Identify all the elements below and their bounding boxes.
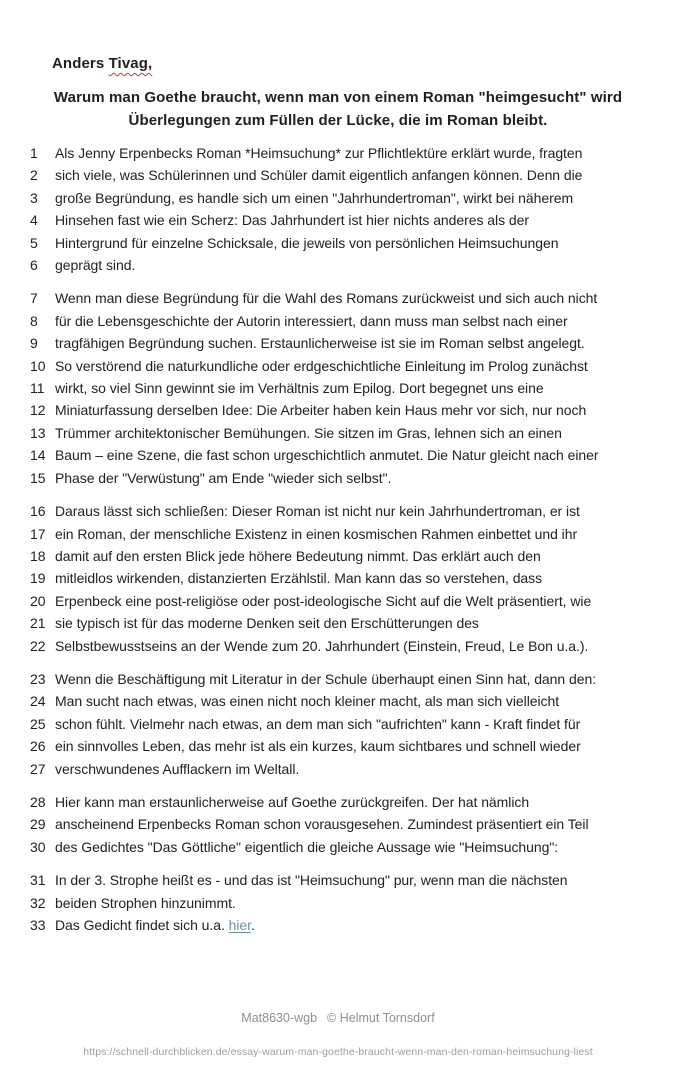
text-line xyxy=(0,287,676,309)
line-number: 8 xyxy=(30,312,38,329)
line-text: beiden Strophen hinzunimmt. xyxy=(55,894,236,911)
text-line xyxy=(0,209,676,231)
line-number: 10 xyxy=(30,357,46,374)
line-text: sie typisch ist für das moderne Denken seit den Erschütterungen des xyxy=(55,615,479,632)
line-number: 2 xyxy=(30,167,38,184)
document-id: Mat8630-wgb xyxy=(241,1011,318,1025)
text-line xyxy=(0,187,676,209)
source-url: https://schnell-durchblicken.de/essay-warum-man-goethe-braucht-wenn-man-den-roman-heimsuchung-liest xyxy=(83,1046,593,1058)
line-text: Hinsehen fast wie ein Scherz: Das Jahrhundert ist hier nichts anderes als der xyxy=(55,212,529,229)
line-text: schon fühlt. Vielmehr nach etwas, an dem man sich "aufrichten" kann - Kraft findet für xyxy=(55,715,581,732)
text-line xyxy=(0,758,676,780)
line-text: anscheinend Erpenbecks Roman schon vorausgesehen. Zumindest präsentiert ein Teil xyxy=(55,816,589,833)
copyright-notice: © Helmut Tornsdorf xyxy=(327,1011,435,1025)
paragraph xyxy=(0,668,676,780)
line-text: Baum – eine Szene, die fast schon urgeschichtlich anmutet. Die Natur gleicht nach einer xyxy=(55,447,599,464)
line-text: Hier kann man erstaunlicherweise auf Goethe zurückgreifen. Der hat nämlich xyxy=(55,793,530,810)
title-line-2: Überlegungen zum Füllen der Lücke, die im Roman bleibt. xyxy=(128,112,548,129)
line-text: für die Lebensgeschichte der Autorin interessiert, dann muss man selbst nach einer xyxy=(55,312,568,329)
line-text: ein Roman, der menschliche Existenz in einen kosmischen Rahmen einbettet und ihr xyxy=(55,525,578,542)
line-text: sich viele, was Schülerinnen und Schüler damit eigentlich anfangen können. Denn die xyxy=(55,167,583,184)
text-line xyxy=(0,545,676,567)
title-line-1: Warum man Goethe braucht, wenn man von einem Roman "heimgesucht" wird xyxy=(53,89,623,106)
line-number: 26 xyxy=(30,738,46,755)
text-line xyxy=(0,836,676,858)
line-number: 27 xyxy=(30,760,46,777)
text-line xyxy=(0,500,676,522)
text-line xyxy=(0,332,676,354)
line-text-post: . xyxy=(251,917,255,933)
line-number: 12 xyxy=(30,402,46,419)
line-number: 21 xyxy=(30,615,46,632)
text-line xyxy=(0,590,676,612)
line-text: verschwundenes Aufflackern im Weltall. xyxy=(55,760,300,777)
line-text: Erpenbeck eine post-religiöse oder post-ideologische Sicht auf die Welt präsentiert, wie xyxy=(55,592,592,609)
line-number: 11 xyxy=(30,380,45,397)
paragraph xyxy=(0,500,676,657)
line-number: 30 xyxy=(30,838,46,855)
text-line xyxy=(0,355,676,377)
line-text: In der 3. Strophe heißt es - und das ist "Heimsuchung" pur, wenn man die nächsten xyxy=(55,872,568,889)
line-number: 19 xyxy=(30,570,46,587)
line-text: Wenn die Beschäftigung mit Literatur in der Schule überhaupt einen Sinn hat, dann den: xyxy=(55,670,597,687)
line-number: 4 xyxy=(30,212,38,229)
line-number: 9 xyxy=(30,335,38,352)
line-number: 13 xyxy=(30,424,46,441)
line-text-pre: Das Gedicht findet sich u.a. xyxy=(55,917,229,933)
text-line xyxy=(0,164,676,186)
line-number: 32 xyxy=(30,894,46,911)
line-number: 7 xyxy=(30,290,38,307)
text-line xyxy=(0,567,676,589)
text-line xyxy=(0,254,676,276)
text-line xyxy=(0,668,676,690)
author-line xyxy=(52,55,676,72)
line-number: 6 xyxy=(30,257,38,274)
line-number: 22 xyxy=(30,637,46,654)
line-number: 1 xyxy=(30,145,38,161)
line-text: ein sinnvolles Leben, das mehr ist als ein kurzes, kaum sichtbares und schnell wieder xyxy=(55,738,581,755)
hier-link[interactable]: hier xyxy=(228,917,252,933)
line-text: große Begründung, es handle sich um einen "Jahrhundertroman", wirkt bei näherem xyxy=(55,189,574,206)
line-text: So verstörend die naturkundliche oder erdgeschichtliche Einleitung im Prolog zunächst xyxy=(55,357,588,374)
line-number: 16 xyxy=(30,503,46,520)
text-line xyxy=(0,467,676,489)
author-name-spellcheck-flagged: Tivag, xyxy=(108,55,153,72)
author-name: Anders xyxy=(52,55,105,72)
line-number: 20 xyxy=(30,592,46,609)
line-text: Selbstbewusstseins an der Wende zum 20. Jahrhundert (Einstein, Freud, Le Bon u.a.). xyxy=(55,637,589,654)
line-text: Als Jenny Erpenbecks Roman *Heimsuchung* zur Pflichtlektüre erklärt wurde, fragten xyxy=(55,145,583,161)
paragraph xyxy=(0,142,676,276)
text-line xyxy=(0,444,676,466)
line-number: 15 xyxy=(30,469,46,486)
text-line xyxy=(0,422,676,444)
line-text: tragfähigen Begründung suchen. Erstaunlicherweise ist sie im Roman selbst angelegt. xyxy=(55,335,585,352)
line-text: wirkt, so viel Sinn gewinnt sie im Verhältnis zum Epilog. Dort begegnet uns eine xyxy=(55,380,544,397)
text-line xyxy=(0,914,676,936)
line-text: Trümmer architektonischer Bemühungen. Sie sitzen im Gras, lehnen sich an einen xyxy=(55,424,562,441)
text-line xyxy=(0,690,676,712)
text-line xyxy=(0,142,676,164)
line-number: 28 xyxy=(30,793,46,810)
text-line xyxy=(0,399,676,421)
line-number: 29 xyxy=(30,816,46,833)
text-line xyxy=(0,377,676,399)
line-text: mitleidlos wirkenden, distanzierten Erzählstil. Man kann das so verstehen, dass xyxy=(55,570,543,587)
line-number: 33 xyxy=(30,917,46,933)
line-text: Man sucht nach etwas, was einen nicht noch kleiner macht, als man sich vielleicht xyxy=(55,693,560,710)
line-text: geprägt sind. xyxy=(55,257,136,274)
line-number: 24 xyxy=(30,693,46,710)
document-title xyxy=(0,86,676,132)
paragraph xyxy=(0,287,676,489)
text-line xyxy=(0,635,676,657)
line-text: damit auf den ersten Blick jede höhere Bedeutung nimmt. Das erklärt auch den xyxy=(55,547,541,564)
text-line xyxy=(0,612,676,634)
text-line xyxy=(0,713,676,735)
line-text: Wenn man diese Begründung für die Wahl des Romans zurückweist und sich auch nicht xyxy=(55,290,598,307)
line-number: 14 xyxy=(30,447,46,464)
line-number: 31 xyxy=(30,872,46,889)
line-number: 23 xyxy=(30,670,46,687)
line-text: Phase der "Verwüstung" am Ende "wieder sich selbst". xyxy=(55,469,392,486)
document-page xyxy=(0,55,676,1079)
text-line xyxy=(0,869,676,891)
text-line xyxy=(0,523,676,545)
text-line xyxy=(0,232,676,254)
text-line xyxy=(0,791,676,813)
line-number: 17 xyxy=(30,525,46,542)
text-line xyxy=(0,310,676,332)
line-text: des Gedichtes "Das Göttliche" eigentlich die gleiche Aussage wie "Heimsuchung": xyxy=(55,838,559,855)
text-line xyxy=(0,813,676,835)
text-line xyxy=(0,892,676,914)
footer-meta xyxy=(0,1011,676,1025)
line-text xyxy=(47,914,255,936)
text-line xyxy=(0,735,676,757)
line-number: 25 xyxy=(30,715,46,732)
numbered-text-body xyxy=(0,142,676,936)
line-text: Hintergrund für einzelne Schicksale, die jeweils von persönlichen Heimsuchungen xyxy=(55,234,559,251)
paragraph xyxy=(0,869,676,936)
line-number: 3 xyxy=(30,189,38,206)
line-number: 5 xyxy=(30,234,38,251)
line-text: Daraus lässt sich schließen: Dieser Roman ist nicht nur kein Jahrhundertroman, er ist xyxy=(55,503,580,520)
paragraph xyxy=(0,791,676,858)
line-number: 18 xyxy=(30,547,46,564)
line-text: Miniaturfassung derselben Idee: Die Arbeiter haben kein Haus mehr vor sich, nur noch xyxy=(55,402,587,419)
